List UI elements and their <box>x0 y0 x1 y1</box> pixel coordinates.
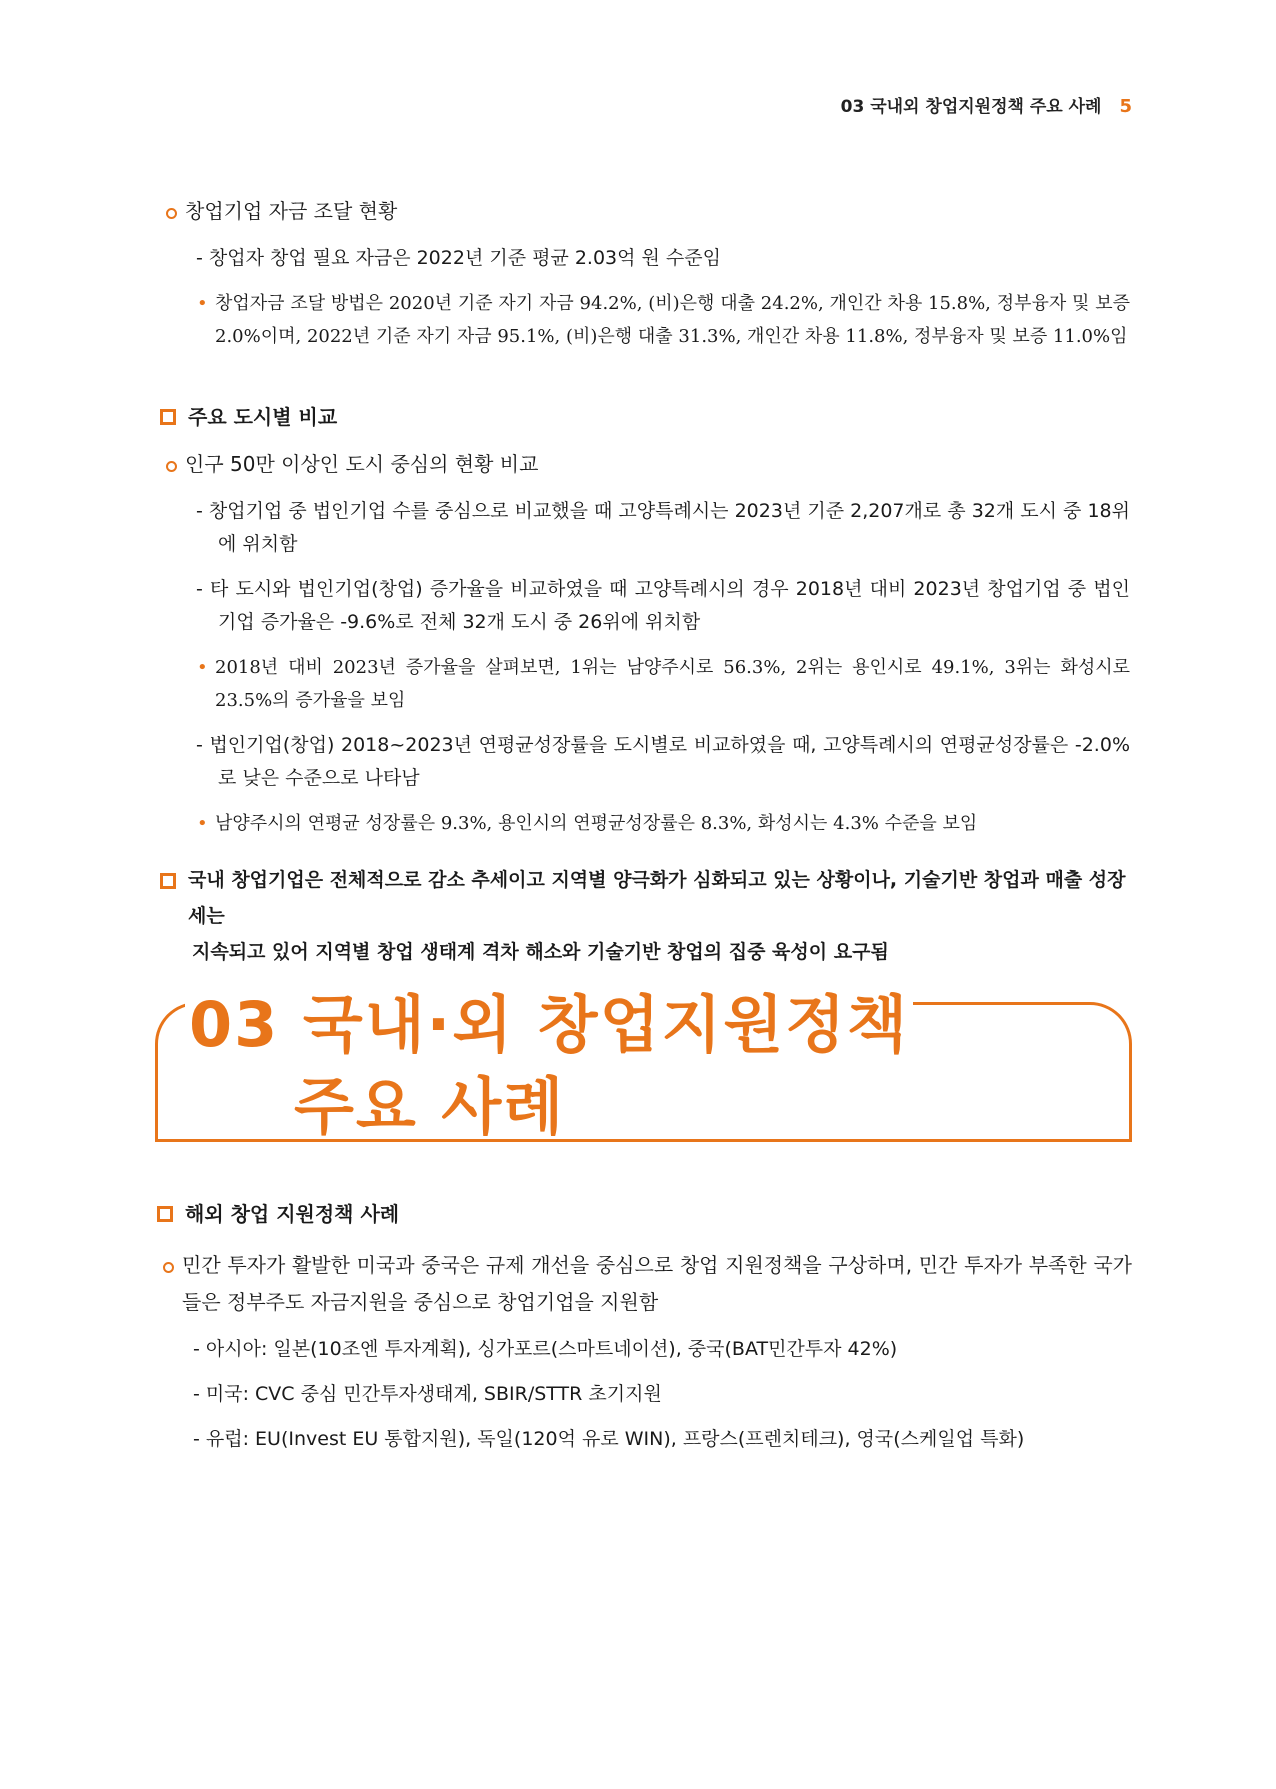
city-block <box>160 400 1130 840</box>
overseas-usa: - 미국: CVC 중심 민간투자생태계, SBIR/STTR 초기지원 <box>193 1383 662 1405</box>
city-section-title: 주요 도시별 비교 <box>160 400 1130 434</box>
chapter-title-line-2: 주요 사례 <box>294 1070 566 1143</box>
summary-block <box>160 862 1140 970</box>
city-item-3-sub: • 남양주시의 연평균 성장률은 9.3%, 용인시의 연평균성장률은 8.3%, 화성시는 4.3% 수준을 보임 <box>160 807 1130 840</box>
header-title: 03 국내외 창업지원정책 주요 사례 <box>840 97 1102 117</box>
ring-bullet-icon <box>166 208 177 219</box>
overseas-asia: - 아시아: 일본(10조엔 투자계획), 싱가포르(스마트네이션), 중국(BAT민간투자 42%) <box>193 1338 898 1360</box>
city-item-3: - 법인기업(창업) 2018~2023년 연평균성장률을 도시별로 비교하였을 때, 고양특례시의 연평균성장률은 -2.0%로 낮은 수준으로 나타남 <box>196 734 1130 789</box>
city-heading: 인구 50만 이상인 도시 중심의 현황 비교 <box>160 447 1130 481</box>
ring-bullet-icon <box>163 1262 174 1273</box>
page-number: 5 <box>1119 96 1132 117</box>
city-item-2: - 타 도시와 법인기업(창업) 증가율을 비교하였을 때 고양특례시의 경우 2018년 대비 2023년 창업기업 중 법인기업 증가율은 -9.6%로 전체 32개 도시 중 26위에 위치함 <box>196 578 1130 633</box>
overseas-europe: - 유럽: EU(Invest EU 통합지원), 독일(120억 유로 WIN), 프랑스(프렌치테크), 영국(스케일업 특화) <box>193 1428 1025 1450</box>
square-bullet-icon <box>157 1206 173 1222</box>
city-item-1: - 창업기업 중 법인기업 수를 중심으로 비교했을 때 고양특례시는 2023년 기준 2,207개로 총 32개 도시 중 18위에 위치함 <box>196 500 1130 555</box>
summary-line-2: 지속되고 있어 지역별 창업 생태계 격차 해소와 기술기반 창업의 집중 육성이 요구됨 <box>192 941 889 963</box>
funding-item-1-sub: • 창업자금 조달 방법은 2020년 기준 자기 자금 94.2%, (비)은행 대출 24.2%, 개인간 차용 15.8%, 정부융자 및 보증 2.0%이며, 2022년 기준 자기 자금 95.1%, (비)은행 대출 31.3%, 개인간 차용 11.8%, 정부융자 및 보증 11.0%임 <box>160 287 1130 353</box>
overseas-block <box>157 1197 1132 1456</box>
city-item-2-sub: • 2018년 대비 2023년 증가율을 살펴보면, 1위는 남양주시로 56.3%, 2위는 용인시로 49.1%, 3위는 화성시로 23.5%의 증가율을 보임 <box>160 651 1130 717</box>
running-header <box>841 92 1132 117</box>
funding-heading: 창업기업 자금 조달 현황 <box>160 194 1130 228</box>
funding-block <box>160 194 1130 353</box>
chapter-title-line-1: 03 국내·외 창업지원정책 <box>185 990 913 1060</box>
overseas-heading: 민간 투자가 활발한 미국과 중국은 규제 개선을 중심으로 창업 지원정책을 구상하며, 민간 투자가 부족한 국가들은 정부주도 자금지원을 중심으로 창업기업을 지원함 <box>157 1247 1132 1321</box>
dot-bullet-icon: • <box>197 293 208 314</box>
overseas-section-title: 해외 창업 지원정책 사례 <box>157 1197 1132 1231</box>
funding-item-1: - 창업자 창업 필요 자금은 2022년 기준 평균 2.03억 원 수준임 <box>196 247 721 269</box>
summary-line-1: 국내 창업기업은 전체적으로 감소 추세이고 지역별 양극화가 심화되고 있는 상황이나, 기술기반 창업과 매출 성장세는 <box>188 869 1126 927</box>
ring-bullet-icon <box>166 461 177 472</box>
square-bullet-icon <box>160 409 176 425</box>
dot-bullet-icon: • <box>197 813 208 834</box>
dot-bullet-icon: • <box>197 657 208 678</box>
square-bullet-icon <box>160 873 176 889</box>
